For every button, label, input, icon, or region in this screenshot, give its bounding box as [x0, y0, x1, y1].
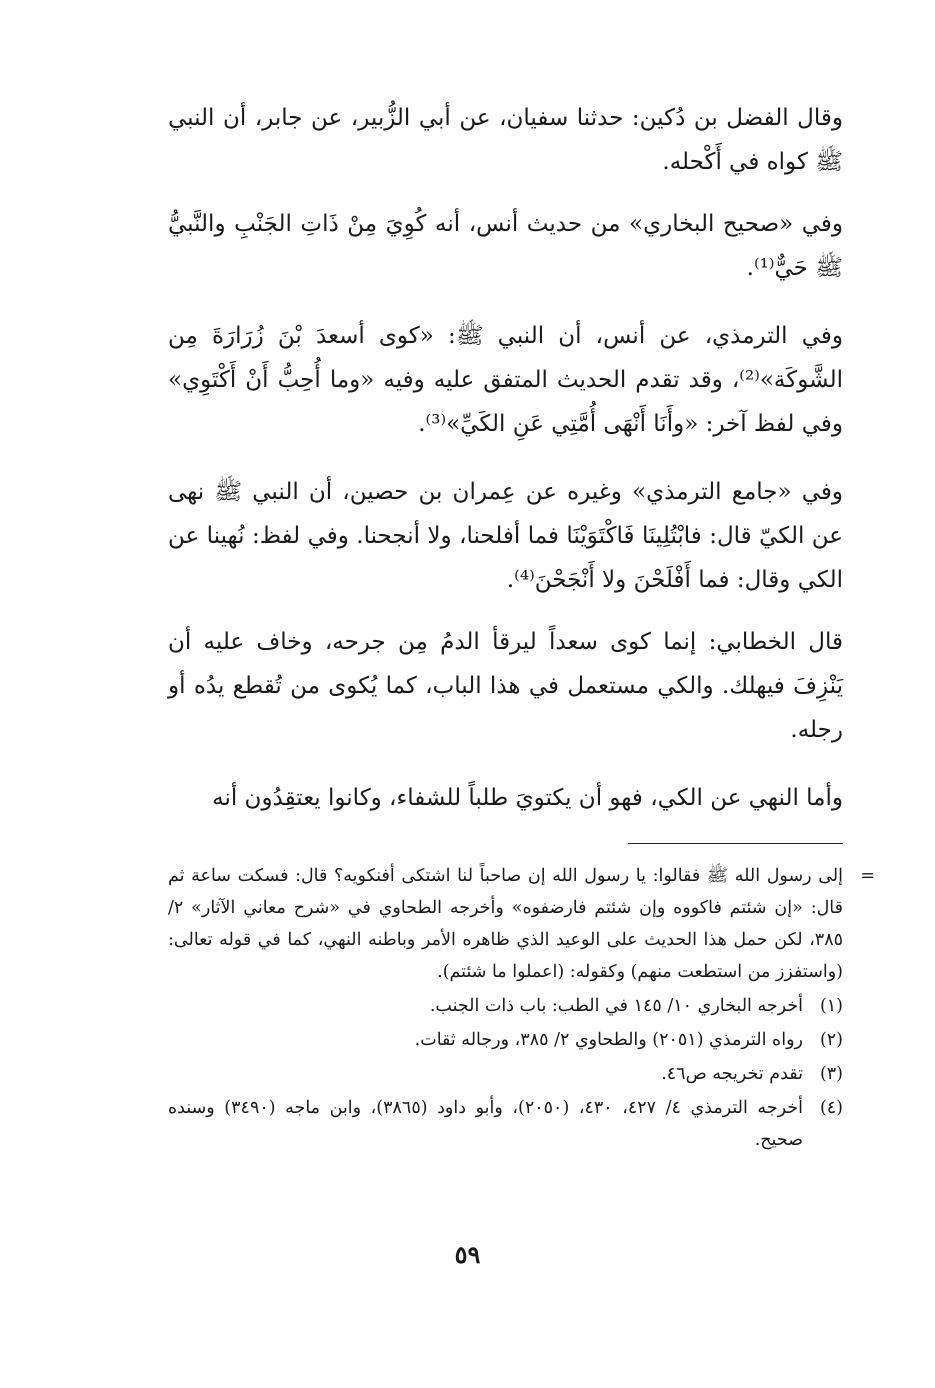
- paragraph-2: وفي «صحيح البخاري» من حديث أنس، أنه كُوِيَ مِنْ ذَاتِ الجَنْبِ والنَّبيُّ ﷺ حَيٌّ⁽¹⁾.: [168, 211, 843, 281]
- footnotes: [168, 860, 875, 1158]
- footnote-4: [168, 1092, 843, 1156]
- footnote-1: [168, 990, 843, 1022]
- continuation-mark: =: [860, 866, 875, 886]
- footnote-text: رواه الترمذي (٢٠٥١) والطحاوي ٢/ ٣٨٥، ورجاله ثقات.: [414, 1030, 803, 1050]
- footnote-text: أخرجه البخاري ١٠/ ١٤٥ في الطب: باب ذات الجنب.: [429, 996, 803, 1016]
- footnote-divider: [628, 843, 843, 844]
- footnote-number: (٤): [819, 1098, 843, 1118]
- footnote-3: [168, 1058, 843, 1090]
- paragraph-3: وفي الترمذي، عن أنس، أن النبي ﷺ: «كوى أسعدَ بْنَ زُرَارَةَ مِن الشَّوكَة»⁽²⁾، وقد تقدم الحديث المتفق عليه وفيه «وما أُحِبُّ أَنْ أَكْتَوِي» وفي لفظ آخر: «وأَنَا أَنْهَى أُمَّتِي عَنِ الكَيِّ»⁽³⁾.: [168, 323, 843, 437]
- paragraph-5: قال الخطابي: إنما كوى سعداً ليرقأ الدمُ مِن جرحه، وخاف عليه أن يَنْزِفَ فيهلك. والكي مستعمل في هذا الباب، كما يُكوى من تُقطع يدُه أو رجله.: [168, 629, 843, 743]
- footnote-text: تقدم تخريجه ص٤٦.: [661, 1064, 803, 1084]
- page-number: ٥٩: [454, 1240, 481, 1269]
- continuation-text: إلى رسول الله ﷺ فقالوا: يا رسول الله إن صاحباً لنا اشتكى أفنكويه؟ قال: فسكت ساعة ثم قال: «إن شئتم فاكووه وإن شئتم فارضفوه» وأخرجه الطحاوي في «شرح معاني الآثار» ٢/ ٣٨٥، لكن حمل هذا الحديث على الوعيد الذي ظاهره الأمر وباطنه النهي، كما في قوله تعالى: (واستفزز من استطعت منهم) وكقوله: (اعملوا ما شئتم).: [168, 866, 843, 982]
- paragraph-6: وأما النهي عن الكي، فهو أن يكتويَ طلباً للشفاء، وكانوا يعتقِدُون أنه: [212, 785, 843, 811]
- main-text: [168, 96, 843, 844]
- footnote-continuation: [168, 860, 875, 988]
- footnote-2: [168, 1024, 843, 1056]
- footnote-text: أخرجه الترمذي ٤/ ٤٢٧، ٤٣٠، (٢٠٥٠)، وأبو داود (٣٨٦٥)، وابن ماجه (٣٤٩٠) وسنده صحيح.: [168, 1098, 803, 1150]
- footnote-number: (١): [819, 996, 843, 1016]
- paragraph-1: وقال الفضل بن دُكين: حدثنا سفيان، عن أبي الزُّبير، عن جابر، أن النبي ﷺ كواه في أَكْحله.: [168, 105, 843, 175]
- footnote-number: (٢): [819, 1030, 843, 1050]
- footnote-number: (٣): [819, 1064, 843, 1084]
- paragraph-4: وفي «جامع الترمذي» وغيره عن عِمران بن حصين، أن النبي ﷺ نهى عن الكيّ قال: فابْتُلِينَا فَاكْتَوَيْنَا فما أفلحنا، ولا أنجحنا. وفي لفظ: نُهينا عن الكي وقال: فما أَفْلَحْنَ ولا أَنْجَحْنَ⁽⁴⁾.: [168, 479, 843, 593]
